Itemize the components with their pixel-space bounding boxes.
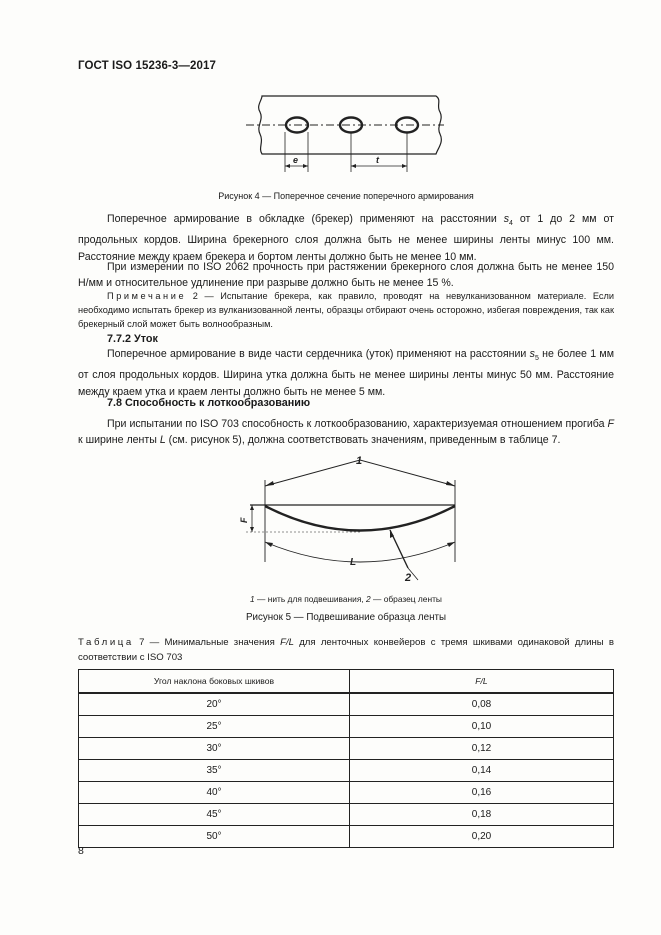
figure-4-cross-section [240, 92, 450, 172]
table-row [79, 738, 614, 760]
table-7-caption: Таблица 7 — Минимальные значения F/L для ленточных конвейеров с тремя шкивами одинаковой длины в соответствии с ISO 703 [78, 637, 614, 663]
column-header-angle: Угол наклона боковых шкивов [79, 670, 350, 694]
angle-cell: 20° [79, 693, 350, 716]
heading-7-8: 7.8 Способность к лоткообразованию [107, 397, 311, 409]
label-F: F [239, 517, 249, 523]
angle-cell: 45° [79, 804, 350, 826]
figure-5-legend: 1 — нить для подвешивания, 2 — образец ленты [250, 594, 442, 604]
paragraph-breaker: Поперечное армирование в обкладке (брекер) применяют на расстоянии $s_4$ от 1 до 2 мм от продольных кордов. Ширина брекерного слоя должна быть не менее ширины ленты минус 100 мм. Расстояние между краем брекера и бортом ленты должно быть не менее 10 мм. [78, 213, 614, 263]
column-header-ratio: F/L [350, 670, 614, 694]
label-2: 2 [405, 572, 412, 584]
dimension-L [265, 542, 455, 562]
figure-5-caption: Рисунок 5 — Подвешивание образца ленты [245, 612, 447, 623]
table-header-row [79, 670, 614, 694]
label-t: t [376, 155, 379, 165]
table-row [79, 826, 614, 848]
table-row [79, 693, 614, 716]
table-7 [78, 669, 614, 848]
angle-cell: 40° [79, 782, 350, 804]
ratio-cell: 0,10 [350, 716, 614, 738]
angle-cell: 25° [79, 716, 350, 738]
ratio-cell: 0,16 [350, 782, 614, 804]
paragraph-troughability: При испытании по ISO 703 способность к лоткообразованию, характеризуемая отношением прогиба F к ширине ленты L (см. рисунок 5), должна соответствовать значениям, приведенным в таблице 7. [78, 418, 614, 447]
paragraph-tensile: При измерении по ISO 2062 прочность при растяжении брекерного слоя должна быть не менее 150 Н/мм и относительное удлинение при разрыве должно быть не менее 15 %. [78, 261, 614, 290]
angle-cell: 35° [79, 760, 350, 782]
table-row [79, 716, 614, 738]
page-number: 8 [78, 845, 84, 857]
figure-4-caption: Рисунок 4 — Поперечное сечение поперечного армирования [218, 191, 474, 201]
label-1: 1 [356, 455, 363, 467]
paragraph-weft: Поперечное армирование в виде части сердечника (уток) применяют на расстоянии $s_5$ не более 1 мм от слоя продольных кордов. Ширина утка должна быть не менее ширины ленты минус 50 мм. Расстояние между краем утка и краем ленты должно быть не менее 5 мм. [78, 348, 614, 398]
angle-cell: 50° [79, 826, 350, 848]
ratio-cell: 0,08 [350, 693, 614, 716]
angle-cell: 30° [79, 738, 350, 760]
ratio-cell: 0,20 [350, 826, 614, 848]
ratio-cell: 0,12 [350, 738, 614, 760]
belt-sample-arc [265, 506, 455, 531]
heading-7-7-2: 7.7.2 Уток [107, 333, 158, 345]
document-header: ГОСТ ISO 15236-3—2017 [78, 60, 216, 72]
table-row [79, 804, 614, 826]
label-L: L [350, 557, 357, 568]
label-e: e [293, 155, 299, 165]
figure-5-suspension [230, 450, 470, 590]
note-2: Примечание 2 — Испытание брекера, как правило, проводят на невулканизованном материале. Если необходимо испытать брекер из вулканизованной ленты, образцы отбирают очень осторожно, избегая повреждения, так как брекерный слой может быть волнообразным. [78, 291, 614, 330]
table-row [79, 760, 614, 782]
ratio-cell: 0,14 [350, 760, 614, 782]
ratio-cell: 0,18 [350, 804, 614, 826]
table-row [79, 782, 614, 804]
